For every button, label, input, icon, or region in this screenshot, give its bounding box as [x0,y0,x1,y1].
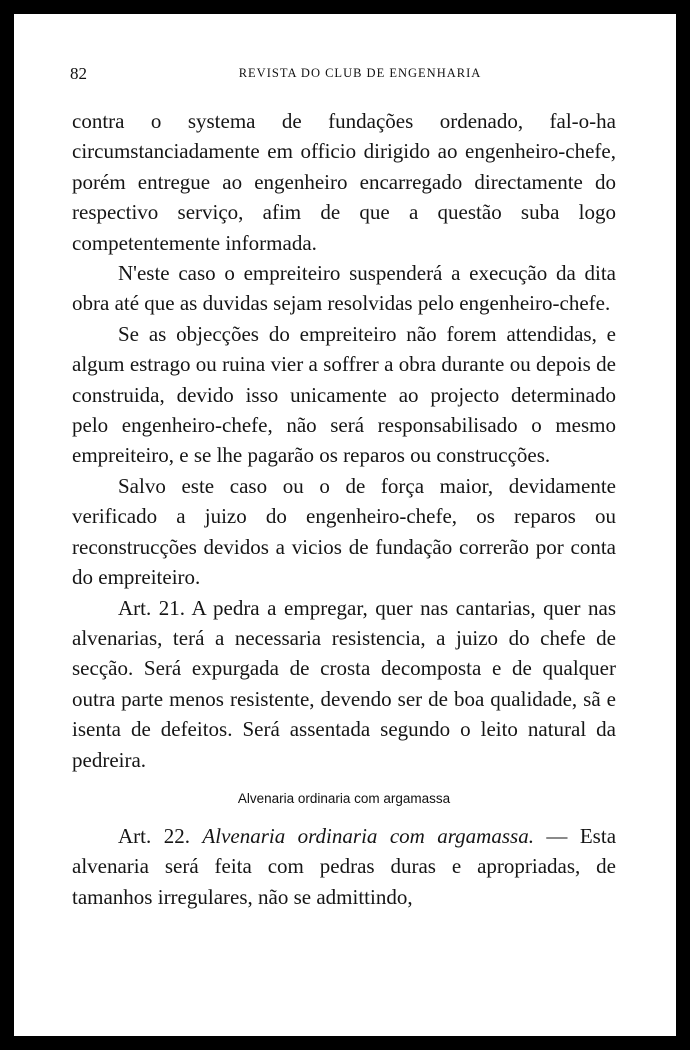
paragraph: Art. 21. A pedra a empregar, quer nas cantarias, quer nas alvenarias, terá a necessaria resistencia, a juizo do chefe de secção. Será expurgada de crosta decomposta e de qualquer outra parte menos resistente, devendo ser de boa qualidade, sã e isenta de defeitos. Será assentada segundo o leito natural da pedreira. [72,595,616,772]
paragraph: contra o systema de fundações ordenado, fal-o-ha circumstanciadamente em officio dirigido ao engenheiro-chefe, porém entregue ao engenheiro encarregado directamente do respectivo serviço, afim de que a questão suba logo competentemente informada. [72,109,616,255]
article-dash: — [533,823,568,848]
paragraph: Salvo este caso ou o de força maior, devidamente verificado a juizo do engenheiro-chefe, os reparos ou reconstrucções devidos a vicios de fundação correrão por conta do empreiteiro. [72,473,616,590]
page-header [14,64,676,84]
paragraph: N'este caso o empreiteiro suspenderá a execução da dita obra até que as duvidas sejam resolvidas pelo engenheiro-chefe. [72,261,616,316]
paragraph-art-22 [72,821,616,912]
article-text: Esta alvenaria será feita com pedras duras e apropriadas, de tamanhos irregulares, não se admittindo, [72,823,617,909]
section-heading: Alvenaria ordinaria com argamassa [237,790,451,806]
body-text [72,106,616,912]
paragraph: Se as objecções do empreiteiro não forem attendidas, e algum estrago ou ruina vier a soffrer a obra durante ou depois de construida, devido isso unicamente ao projecto determinado pelo engenheiro-chefe, não será responsabilisado o mesmo empreiteiro, e se lhe pagarão os reparos ou construcções. [72,321,616,468]
article-title: Alvenaria ordinaria com argamassa. [202,823,534,848]
article-number: Art. 22. [118,823,190,848]
page-number: 82 [70,64,87,83]
document-page [14,14,676,1036]
running-title: REVISTA DO CLUB DE ENGENHARIA [238,66,482,80]
